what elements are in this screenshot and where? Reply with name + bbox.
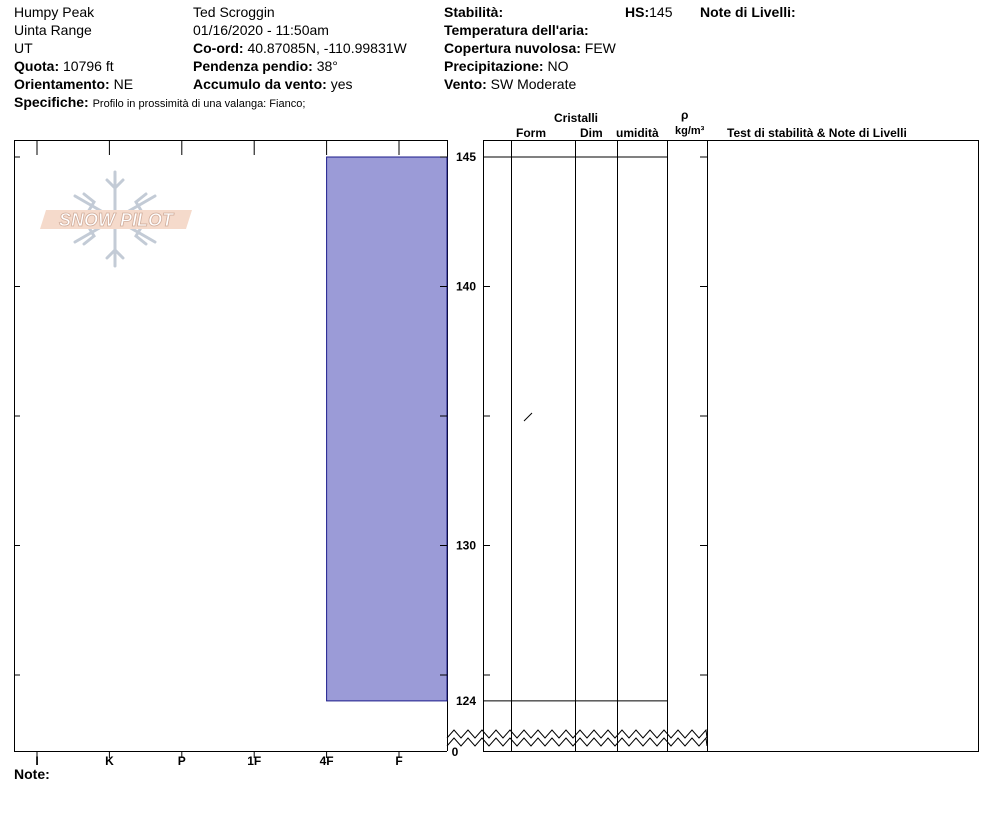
elevation-label: Quota: <box>14 58 60 74</box>
precip-value: NO <box>547 58 569 74</box>
coord-label: Co-ord: <box>193 40 244 56</box>
snowpilot-logo <box>40 172 192 266</box>
form-header: Form <box>516 126 546 140</box>
observer-name: Ted Scroggin <box>193 4 275 20</box>
notes-label: Note: <box>14 766 50 782</box>
range-name: Uinta Range <box>14 22 92 38</box>
location-name: Humpy Peak <box>14 4 95 20</box>
height-label-130: 130 <box>455 538 477 553</box>
hs-value: 145 <box>649 4 673 20</box>
hs-label: HS: <box>625 4 650 20</box>
density-unit-header: kg/m³ <box>675 125 705 137</box>
rho-header: ρ <box>681 108 689 122</box>
wind-label: Vento: <box>444 76 487 92</box>
height-label-145: 145 <box>455 150 477 164</box>
layer-bar-1 <box>327 157 447 701</box>
wind-value: SW Moderate <box>490 76 577 92</box>
crystal-form-symbol <box>524 413 532 421</box>
sky-label: Copertura nuvolosa: <box>444 40 581 56</box>
sky-value: FEW <box>584 40 616 56</box>
logo-text: SNOW PILOT <box>59 210 173 230</box>
aspect-value: NE <box>113 76 134 92</box>
slope-value: 38° <box>316 58 338 74</box>
aspect-label: Orientamento: <box>14 76 110 92</box>
crystal-marks <box>524 413 532 421</box>
moisture-header: umidità <box>616 126 659 140</box>
coord-value: 40.87085N, -110.99831W <box>247 40 407 56</box>
size-header: Dim <box>580 126 603 140</box>
wind-loading-value: yes <box>330 76 353 92</box>
elevation-value: 10796 ft <box>63 58 114 74</box>
axis-break-label: 0 <box>451 745 459 759</box>
state-name: UT <box>14 40 33 56</box>
air-temp-label: Temperatura dell'aria: <box>444 22 589 38</box>
snow-layers <box>327 157 447 701</box>
hardness-label-k: K <box>105 754 114 768</box>
crystal-table-frame <box>484 140 979 752</box>
observation-datetime: 01/16/2020 - 11:50am <box>193 22 329 38</box>
specifics-value: Profilo in prossimità di una valanga: Fianco; <box>92 98 306 110</box>
height-label-140: 140 <box>455 279 477 294</box>
precip-label: Precipitazione: <box>444 58 544 74</box>
hardness-label-1f: 1F <box>247 754 262 768</box>
hardness-label-f: F <box>395 754 403 768</box>
hardness-label-i: I <box>35 754 39 768</box>
hardness-label-4f: 4F <box>319 754 334 768</box>
stability-label: Stabilità: <box>444 4 504 20</box>
tests-header: Test di stabilità & Note di Livelli <box>727 126 907 140</box>
hardness-label-p: P <box>177 754 186 768</box>
slope-label: Pendenza pendio: <box>193 58 313 74</box>
specifics-label: Specifiche: <box>14 94 89 110</box>
wind-loading-label: Accumulo da vento: <box>193 76 327 92</box>
layer-notes-label: Note di Livelli: <box>700 4 796 20</box>
height-label-124: 124 <box>455 693 477 708</box>
crystals-header: Cristalli <box>554 111 599 125</box>
